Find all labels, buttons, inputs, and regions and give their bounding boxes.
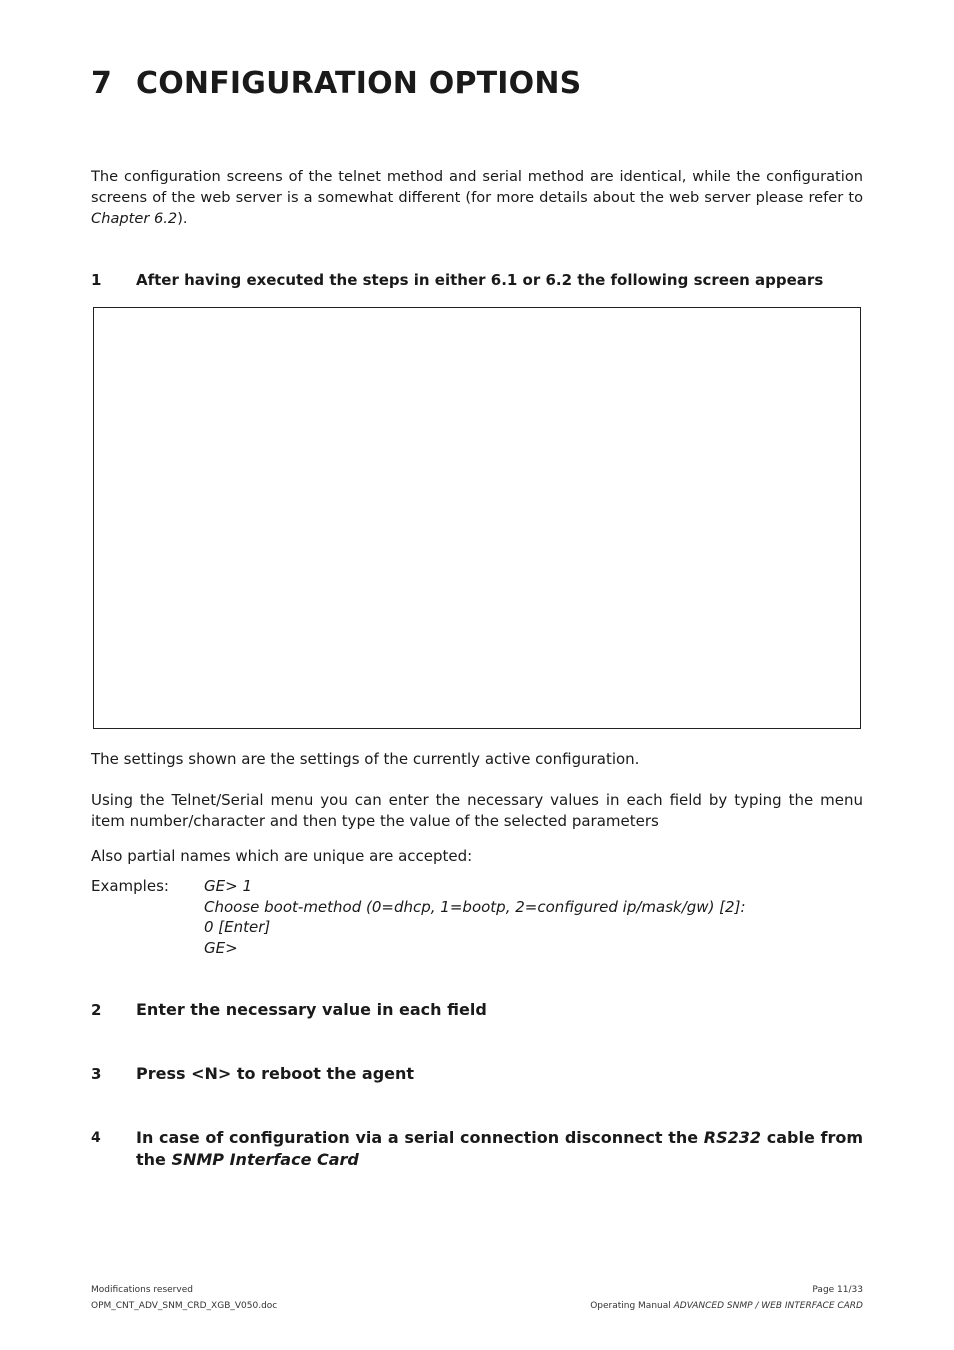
step-number: 3 xyxy=(91,1065,102,1083)
manual-title: ADVANCED SNMP / WEB INTERFACE CARD xyxy=(673,1301,863,1311)
chapter-title: CONFIGURATION OPTIONS xyxy=(136,66,582,101)
intro-paragraph xyxy=(91,166,863,229)
example-line: 0 [Enter] xyxy=(204,918,271,936)
chapter-heading xyxy=(91,66,581,101)
partial-names-paragraph: Also partial names which are unique are accepted: xyxy=(91,847,473,865)
step-text: Press <N> to reboot the agent xyxy=(136,1064,415,1083)
step-4 xyxy=(91,1127,863,1171)
usage-paragraph: Using the Telnet/Serial menu you can enter the necessary values in each field by typing the menu item number/character and then type the value of the selected parameters xyxy=(91,791,863,830)
intro-end: ). xyxy=(177,210,188,227)
screen-capture-frame xyxy=(93,307,861,729)
step-text xyxy=(136,1127,863,1171)
settings-paragraph: The settings shown are the settings of the currently active configuration. xyxy=(91,750,640,768)
step-number: 1 xyxy=(91,271,102,289)
intro-text: The configuration screens of the telnet method and serial method are identical, while the configuration screens of the web server is a somewhat different (for more details about the web server please refer to xyxy=(91,168,863,206)
step-number: 2 xyxy=(91,1001,102,1019)
intro-chapter-reference: Chapter 6.2 xyxy=(91,210,178,227)
step-text: After having executed the steps in either 6.1 or 6.2 the following screen appears xyxy=(136,271,824,289)
examples-block xyxy=(204,876,746,958)
examples-label: Examples: xyxy=(91,877,169,895)
example-line: GE> 1 xyxy=(204,877,252,895)
cable-name: RS232 xyxy=(703,1128,762,1147)
step-text-part: cable from the xyxy=(136,1128,863,1169)
manual-prefix: Operating Manual xyxy=(590,1301,674,1311)
step-3 xyxy=(91,1063,863,1085)
example-line: GE> xyxy=(204,938,238,957)
example-line: Choose boot-method (0=dhcp, 1=bootp, 2=configured ip/mask/gw) [2]: xyxy=(204,897,746,916)
footer-document-id: OPM_CNT_ADV_SNM_CRD_XGB_V050.doc xyxy=(91,1301,278,1311)
footer-manual-title xyxy=(590,1300,863,1312)
footer-modifications: Modifications reserved xyxy=(91,1285,193,1295)
card-name: SNMP Interface Card xyxy=(171,1150,359,1169)
step-number: 4 xyxy=(91,1130,101,1146)
step-2 xyxy=(91,999,863,1021)
step-text-part: In case of configuration via a serial connection disconnect the xyxy=(136,1128,704,1147)
footer-page-number: Page 11/33 xyxy=(812,1285,863,1295)
chapter-number: 7 xyxy=(91,66,113,101)
step-1 xyxy=(91,269,863,291)
step-text: Enter the necessary value in each field xyxy=(136,1000,487,1019)
